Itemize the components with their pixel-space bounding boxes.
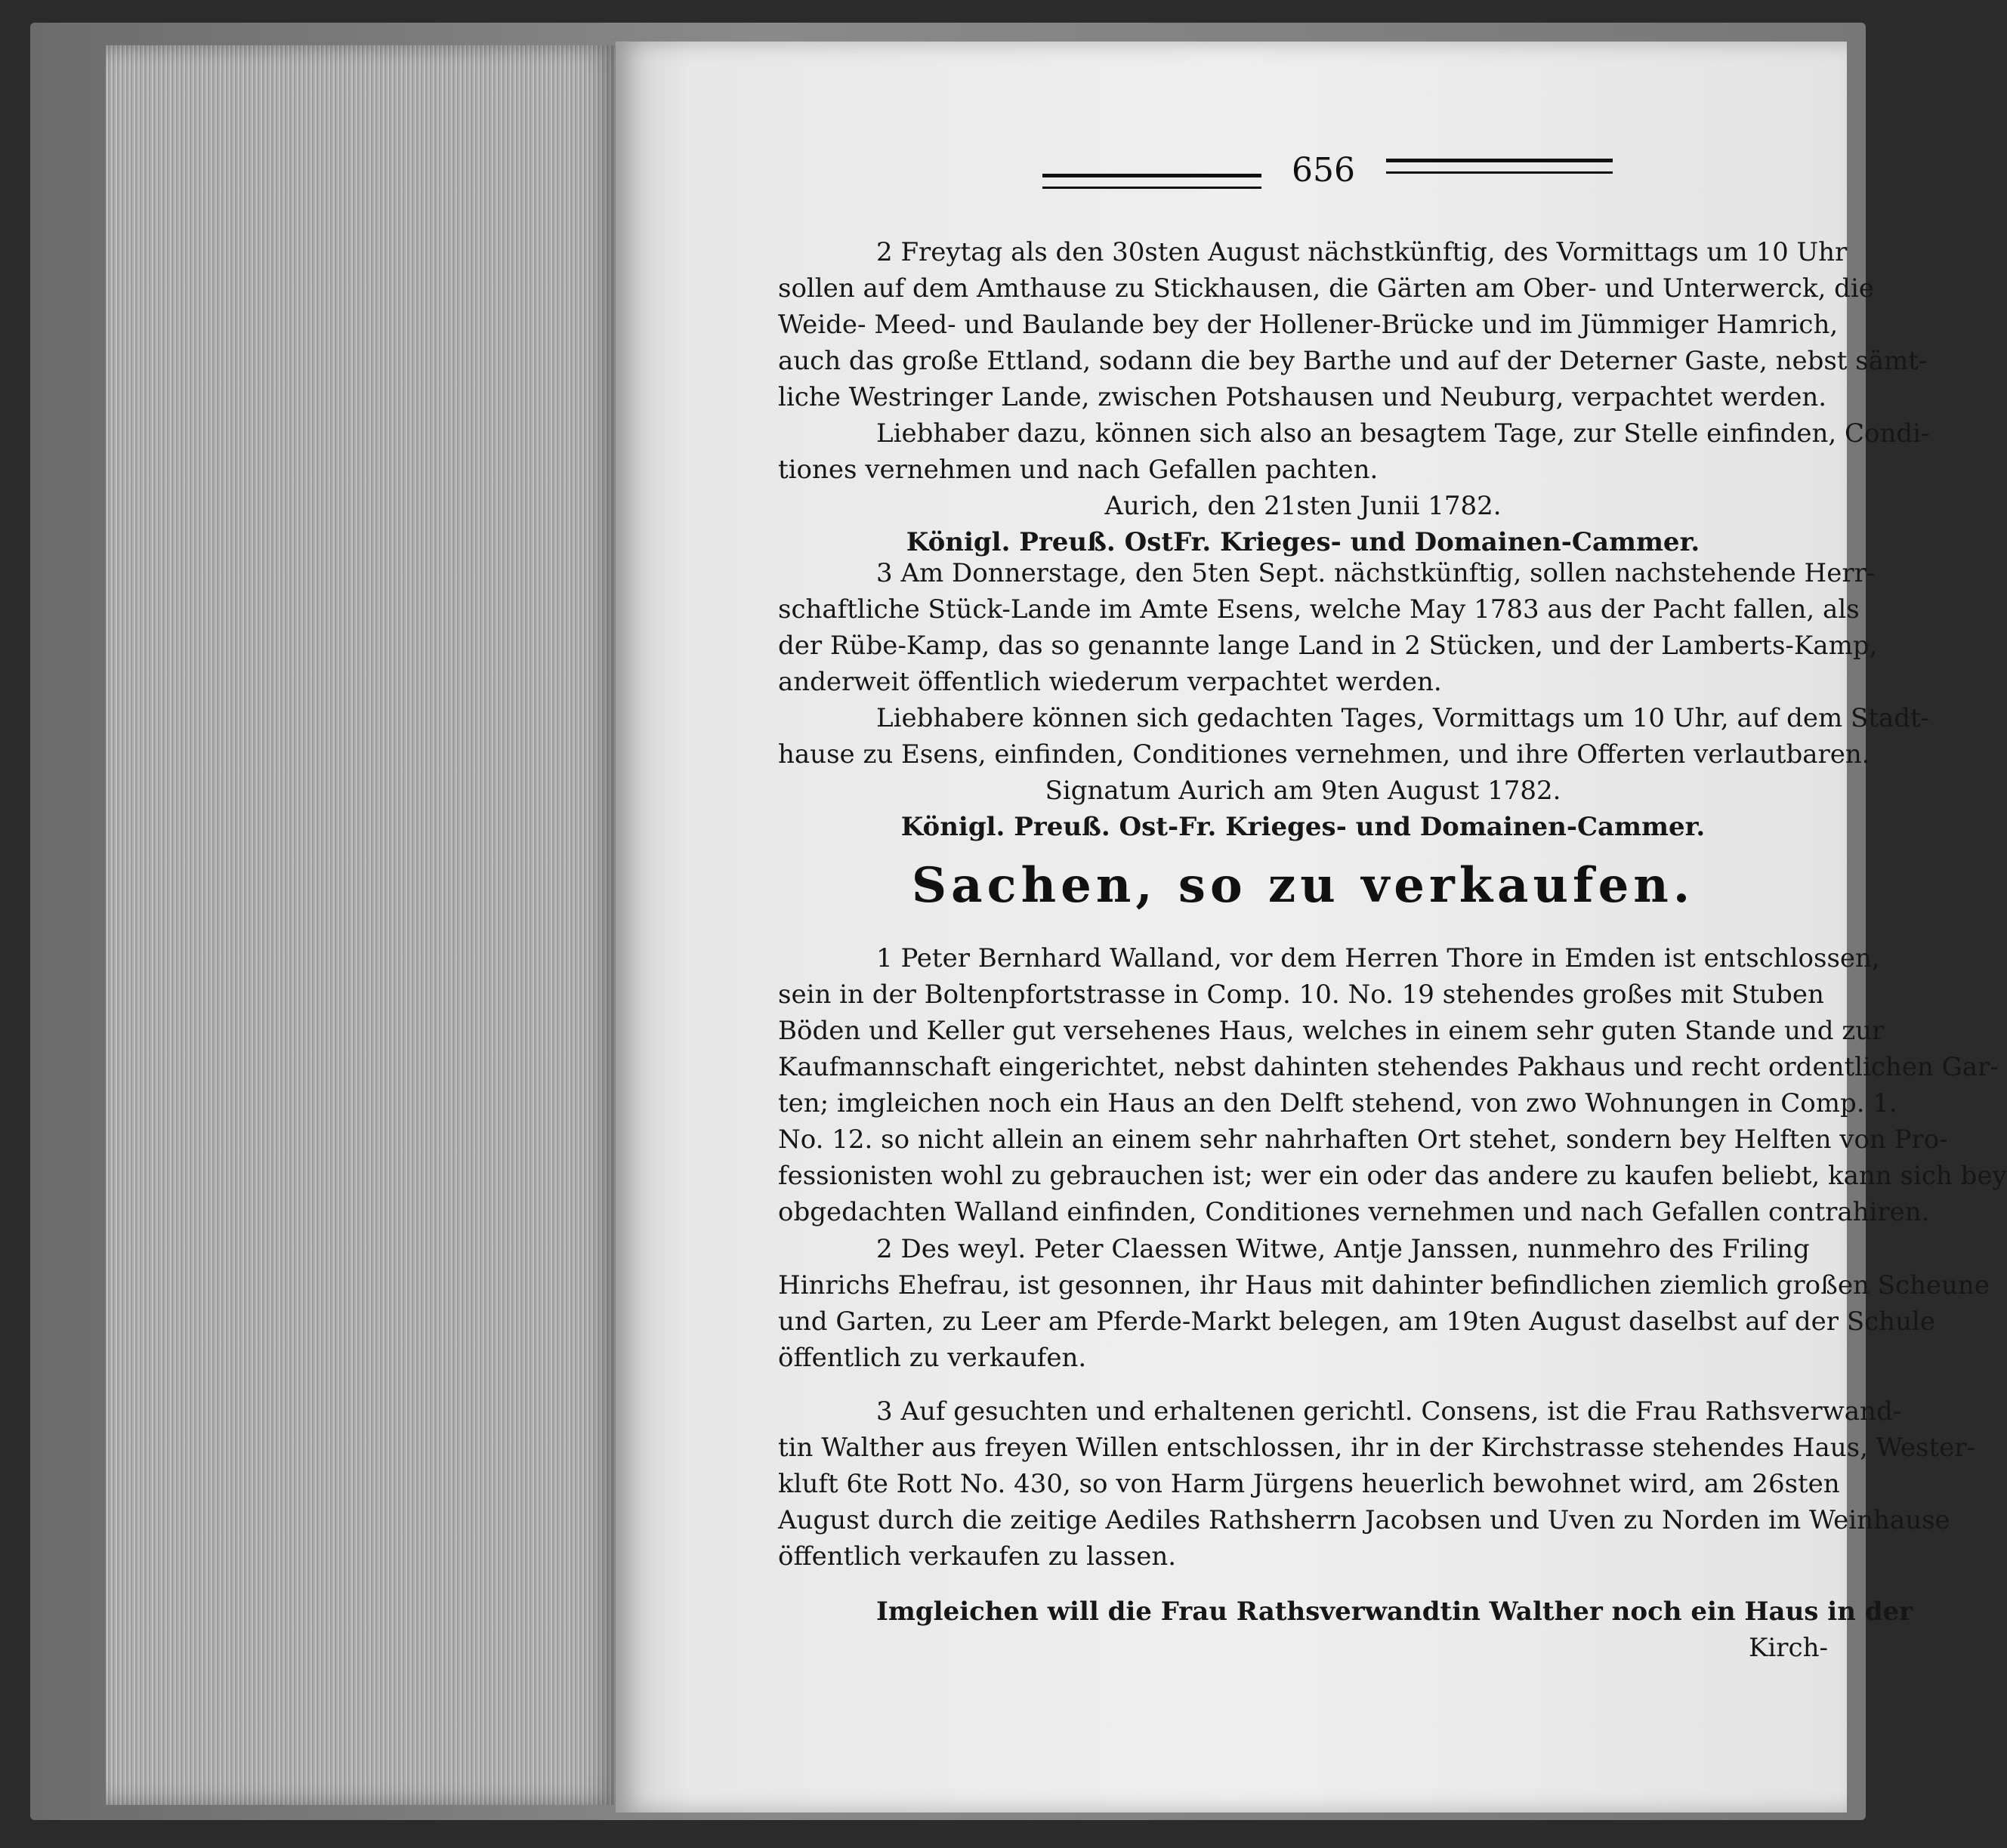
page-number: 656: [1292, 151, 1355, 190]
text-line: Liebhabere können sich gedachten Tages, Vormittags um 10 Uhr, auf dem Stadt-: [876, 703, 1930, 733]
text-line: hause zu Esens, einfinden, Conditiones vernehmen, und ihre Offerten verlautbaren.: [778, 739, 1870, 770]
text-line: öffentlich verkaufen zu lassen.: [778, 1541, 1177, 1572]
notice-3: [778, 555, 1930, 845]
header-rule-right: [1386, 159, 1613, 174]
text-line: Hinrichs Ehefrau, ist gesonnen, ihr Haus mit dahinter befindlichen ziemlich großen Scheune: [778, 1270, 1990, 1300]
text-line: kluft 6te Rott No. 430, so von Harm Jürgens heuerlich bewohnet wird, am 26sten: [778, 1469, 1840, 1499]
text-line: Weide- Meed- und Baulande bey der Hollener-Brücke und im Jümmiger Hamrich,: [778, 310, 1839, 340]
text-line: Liebhaber dazu, können sich also an besagtem Tage, zur Stelle einfinden, Condi-: [876, 418, 1930, 449]
text-line: tiones vernehmen und nach Gefallen pachten.: [778, 455, 1379, 485]
text-line: No. 12. so nicht allein an einem sehr nahrhaften Ort stehet, sondern bey Helften von Pro-: [778, 1125, 1948, 1155]
text-line: sollen auf dem Amthause zu Stickhausen, die Gärten am Ober- und Unterwerck, die: [778, 273, 1874, 304]
notice-signature: Königl. Preuß. Ost-Fr. Krieges- und Domainen-Cammer.: [900, 812, 1706, 842]
text-line: Imgleichen will die Frau Rathsverwandtin Walther noch ein Haus in der: [876, 1597, 1913, 1627]
notice-signature: Königl. Preuß. OstFr. Krieges- und Domainen-Cammer.: [906, 527, 1700, 557]
notice-date: Signatum Aurich am 9ten August 1782.: [1045, 776, 1561, 806]
text-line: auch das große Ettland, sodann die bey Barthe und auf der Deterner Gaste, nebst sämt-: [778, 346, 1928, 376]
sale-item-2: [778, 1231, 1990, 1376]
text-line: 2 Freytag als den 30sten August nächstkünftig, des Vormittags um 10 Uhr: [876, 237, 1848, 267]
sale-item-3: [778, 1393, 1976, 1575]
text-line: schaftliche Stück-Lande im Amte Esens, welche May 1783 aus der Pacht fallen, als: [778, 594, 1860, 625]
section-heading: Sachen, so zu verkaufen.: [911, 857, 1695, 914]
text-line: 3 Auf gesuchten und erhaltenen gerichtl. Consens, ist die Frau Rathsverwand-: [876, 1396, 1902, 1427]
text-line: ten; imgleichen noch ein Haus an den Delft stehend, von zwo Wohnungen in Comp. 1.: [778, 1088, 1897, 1118]
text-line: 3 Am Donnerstage, den 5ten Sept. nächstkünftig, sollen nachstehende Herr-: [876, 558, 1876, 588]
text-line: der Rübe-Kamp, das so genannte lange Land in 2 Stücken, und der Lamberts-Kamp,: [778, 631, 1878, 661]
header-rule-left: [1042, 174, 1261, 189]
text-line: Kaufmannschaft eingerichtet, nebst dahinten stehendes Pakhaus und recht ordentlichen Gar-: [778, 1052, 1999, 1082]
notice-date: Aurich, den 21sten Junii 1782.: [1104, 491, 1502, 521]
text-line: obgedachten Walland einfinden, Conditiones vernehmen und nach Gefallen contrahiren.: [778, 1197, 1930, 1227]
page-edges: [106, 45, 619, 1805]
text-line: tin Walther aus freyen Willen entschlossen, ihr in der Kirchstrasse stehendes Haus, Wester-: [778, 1433, 1976, 1463]
sale-item-4: [778, 1593, 1913, 1666]
text-line: liche Westringer Lande, zwischen Potshausen und Neuburg, verpachtet werden.: [778, 382, 1827, 412]
text-line: fessionisten wohl zu gebrauchen ist; wer ein oder das andere zu kaufen beliebt, kann sich bey: [778, 1161, 2007, 1191]
notice-2: [778, 234, 1930, 560]
text-line: August durch die zeitige Aediles Rathsherrn Jacobsen und Uven zu Norden im Weinhause: [778, 1505, 1950, 1535]
text-line: anderweit öffentlich wiederum verpachtet werden.: [778, 667, 1442, 697]
catchword: Kirch-: [1749, 1633, 1828, 1663]
text-line: 2 Des weyl. Peter Claessen Witwe, Antje Janssen, nunmehro des Friling: [876, 1234, 1810, 1264]
text-line: Böden und Keller gut versehenes Haus, welches in einem sehr guten Stande und zur: [778, 1016, 1885, 1046]
sale-item-1: [778, 940, 2007, 1230]
text-line: und Garten, zu Leer am Pferde-Markt belegen, am 19ten August daselbst auf der Schule: [778, 1307, 1935, 1337]
text-line: sein in der Boltenpfortstrasse in Comp. 10. No. 19 stehendes großes mit Stuben: [778, 980, 1824, 1010]
text-line: 1 Peter Bernhard Walland, vor dem Herren Thore in Emden ist entschlossen,: [876, 943, 1880, 973]
text-line: öffentlich zu verkaufen.: [778, 1343, 1087, 1373]
